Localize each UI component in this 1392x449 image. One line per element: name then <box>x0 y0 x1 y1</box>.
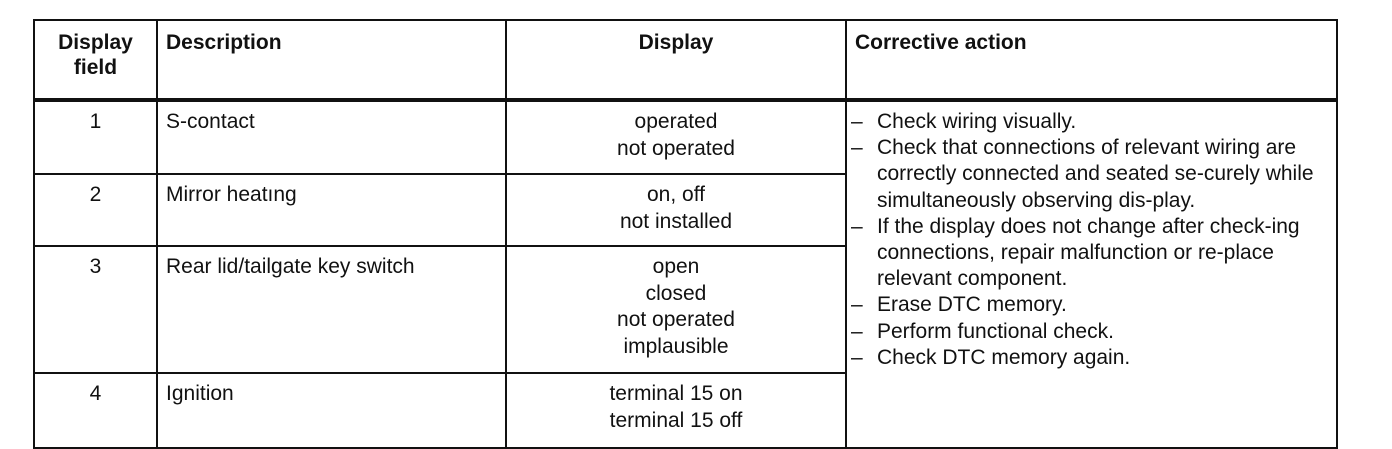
display-value: open <box>652 255 700 278</box>
display-value: not operated <box>617 136 735 160</box>
table-row <box>34 100 1337 174</box>
corrective-action-item <box>851 135 1336 214</box>
dash-bullet: – <box>851 136 863 160</box>
dash-bullet: – <box>851 214 863 238</box>
corrective-action-text: Check wiring visually. <box>877 110 1077 133</box>
dash-bullet: – <box>851 110 863 133</box>
corrective-action-text: Perform functional check. <box>877 319 1114 343</box>
display-value: closed <box>645 281 707 305</box>
header-display-field: Display field <box>34 20 157 100</box>
display-value: implausible <box>623 334 729 358</box>
display-values-cell <box>506 246 846 373</box>
corrective-action-text: If the display does not change after check-ing connections, repair malfunction or re-place relevant component. <box>877 214 1300 291</box>
corrective-action-text: Erase DTC memory. <box>877 293 1067 317</box>
display-value: on, off <box>647 183 705 206</box>
display-field-number: 4 <box>34 373 157 448</box>
display-values-cell <box>506 100 846 174</box>
description-cell: S-contact <box>157 100 506 174</box>
header-description: Description <box>157 20 506 100</box>
corrective-action-item <box>851 109 1336 135</box>
display-value: operated <box>634 110 718 133</box>
corrective-action-item <box>851 292 1336 318</box>
description-cell: Mirror heatıng <box>157 174 506 246</box>
corrective-action-item <box>851 214 1336 293</box>
display-value: terminal 15 on <box>609 382 743 405</box>
description-cell: Ignition <box>157 373 506 448</box>
table-header-row <box>34 20 1337 100</box>
dash-bullet: – <box>851 319 863 343</box>
dash-bullet: – <box>851 293 863 317</box>
display-value: not installed <box>619 209 733 233</box>
corrective-action-item <box>851 319 1336 345</box>
dash-bullet: – <box>851 345 863 369</box>
header-corrective-action: Corrective action <box>846 20 1337 100</box>
display-field-number: 1 <box>34 100 157 174</box>
header-display: Display <box>506 20 846 100</box>
dtc-display-table <box>33 19 1338 449</box>
display-values-cell <box>506 373 846 448</box>
corrective-action-text: Check DTC memory again. <box>877 345 1131 369</box>
display-value: not operated <box>617 308 735 331</box>
display-field-number: 2 <box>34 174 157 246</box>
corrective-action-cell <box>846 100 1337 448</box>
corrective-action-item <box>851 345 1336 371</box>
description-cell: Rear lid/tailgate key switch <box>157 246 506 373</box>
display-field-number: 3 <box>34 246 157 373</box>
corrective-action-text: Check that connections of relevant wiring are correctly connected and seated se-curely while simultaneously observing dis-play. <box>877 136 1314 212</box>
display-values-cell <box>506 174 846 246</box>
display-value: terminal 15 off <box>609 408 743 432</box>
